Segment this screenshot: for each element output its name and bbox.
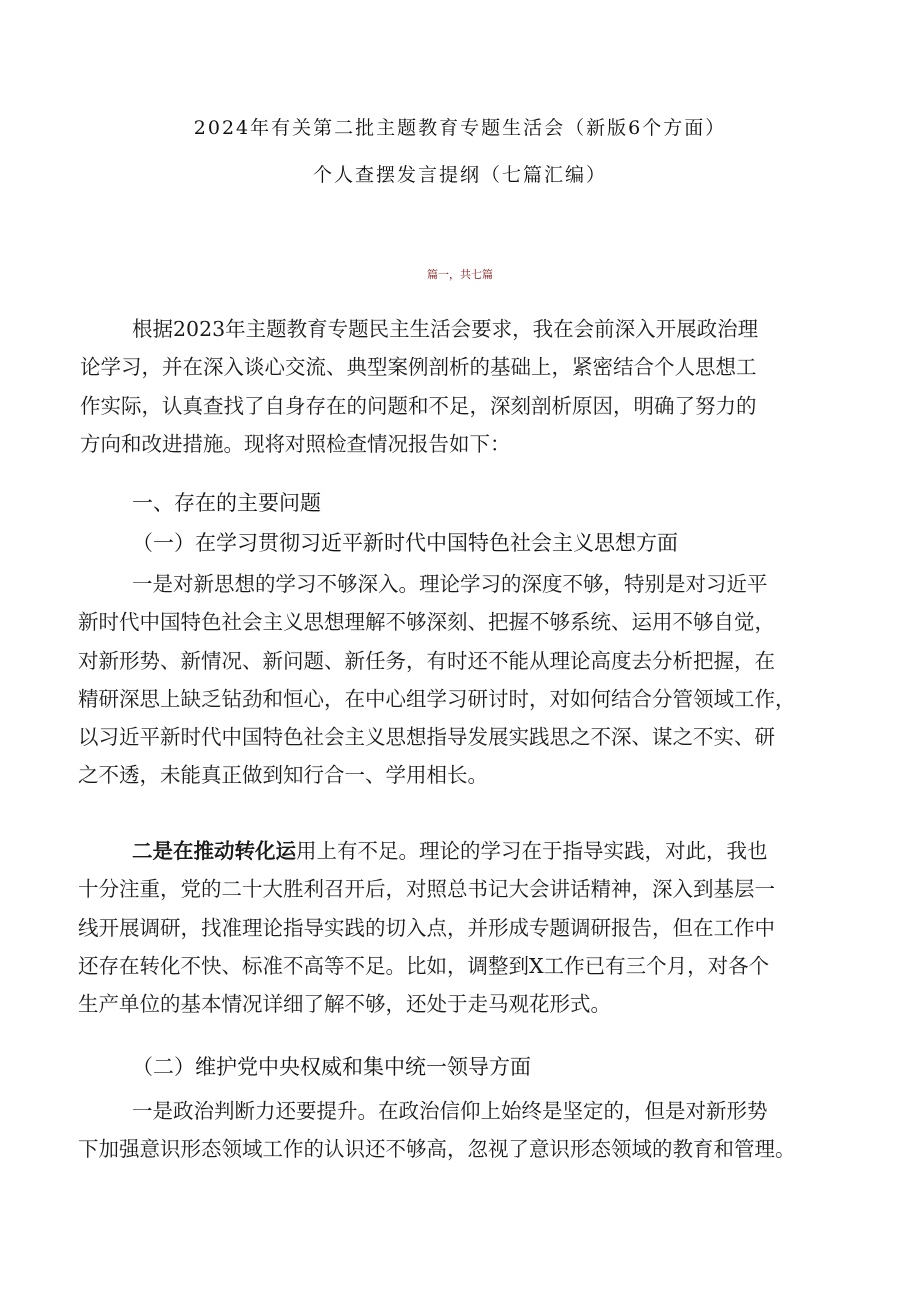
- paragraph-line: 还存在转化不快、标准不高等不足。比如，调整到X工作已有三个月，对各个: [78, 953, 770, 978]
- body-paragraph: [78, 832, 868, 1023]
- document-title-line-2: 个人查摆发言提纲（七篇汇编）: [312, 164, 607, 186]
- paragraph-line: 一是对新思想的学习不够深入。理论学习的深度不够，特别是对习近平: [132, 572, 768, 596]
- paragraph-line: [78, 832, 868, 870]
- paragraph-line: 十分注重，党的二十大胜利召开后，对照总书记大会讲话精神，深入到基层一: [78, 877, 775, 902]
- paragraph-text: 用上有不足。理论的学习在于指导实践，对此，我也: [296, 839, 768, 863]
- section-heading: 一、存在的主要问题: [132, 491, 321, 515]
- bold-lead-text: 二是在推动转化运: [132, 839, 296, 863]
- paragraph-line: 下加强意识形态领域工作的认识还不够高，忽视了意识形态领域的教育和管理。: [78, 1137, 796, 1162]
- body-paragraph: [78, 1092, 868, 1169]
- paragraph-line: 之不透，未能真正做到知行合一、学用相长。: [78, 763, 488, 788]
- paragraph-line: 生产单位的基本情况详细了解不够，还处于走马观花形式。: [78, 992, 611, 1017]
- paragraph-line: 线开展调研，找准理论指导实践的切入点，并形成专题调研报告，但在工作中: [78, 915, 775, 940]
- document-title-line-1: 2024年有关第二批主题教育专题生活会（新版6个方面）: [193, 117, 727, 139]
- paragraph-line: 精研深思上缺乏钻劲和恒心，在中心组学习研讨时，对如何结合分管领域工作，: [78, 686, 796, 711]
- subsection-heading: （一）在学习贯彻习近平新时代中国特色社会主义思想方面: [132, 531, 678, 555]
- body-paragraph: [78, 565, 868, 795]
- section-subtitle: 篇一，共七篇: [427, 268, 493, 281]
- intro-line: 作实际，认真查找了自身存在的问题和不足，深刻剖析原因，明确了努力的: [80, 393, 757, 418]
- paragraph-line: 新时代中国特色社会主义思想理解不够深刻、把握不够系统、运用不够自觉，: [78, 610, 775, 635]
- paragraph-line: 一是政治判断力还要提升。在政治信仰上始终是坚定的，但是对新形势: [132, 1099, 768, 1123]
- intro-line: 方向和改进措施。现将对照检查情况报告如下：: [80, 431, 511, 456]
- intro-paragraph: [80, 310, 860, 463]
- intro-line: 根据2023年主题教育专题民主生活会要求，我在会前深入开展政治理: [132, 317, 759, 341]
- paragraph-line: 对新形势、新情况、新问题、新任务，有时还不能从理论高度去分析把握，在: [78, 648, 775, 673]
- subsection-heading: （二）维护党中央权威和集中统一领导方面: [132, 1055, 531, 1079]
- paragraph-line: 以习近平新时代中国特色社会主义思想指导发展实践思之不深、谋之不实、研: [78, 725, 775, 750]
- intro-line: 论学习，并在深入谈心交流、典型案例剖析的基础上，紧密结合个人思想工: [80, 355, 757, 380]
